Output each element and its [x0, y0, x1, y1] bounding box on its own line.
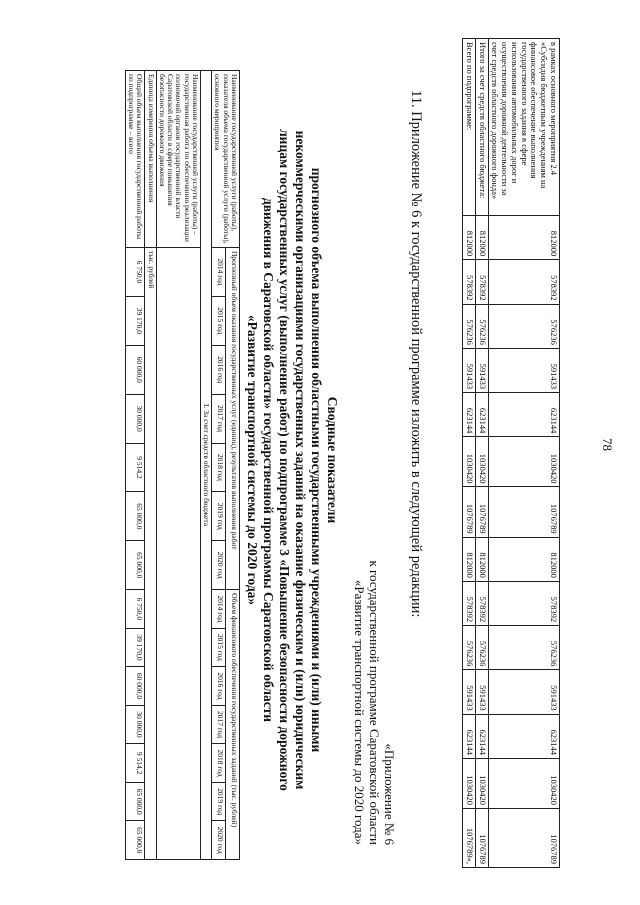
year-header: 2014 год: [212, 590, 226, 629]
table-cell: 9 514,2: [126, 744, 146, 783]
table-cell: 576236: [463, 304, 476, 348]
table-cell: 812000: [475, 216, 488, 260]
table-row: [463, 39, 476, 868]
heading-line: движения в Саратовской области» государственной программы Саратовской области: [261, 197, 276, 723]
year-header: 2019 год: [212, 492, 226, 541]
annex-line: к государственной программе Саратовской области: [367, 560, 382, 845]
year-header: 2016 год: [212, 667, 226, 706]
year-header: 2018 год: [212, 744, 226, 783]
table-cell: 1076789: [488, 809, 559, 868]
table-row: [126, 71, 146, 860]
table-cell: 578392: [475, 260, 488, 304]
page-number: 78: [600, 438, 615, 451]
section-row: I. За счет средств областного бюджета: [201, 71, 212, 860]
table-header-row: [226, 71, 240, 860]
table-cell: 576236: [488, 626, 559, 670]
table-cell: 6 750,0: [126, 248, 146, 297]
table-row: [488, 39, 559, 868]
row-label: Всего по подпрограмме:: [463, 39, 476, 216]
column-group-header: Объем финансового обеспечения государственных заданий (тыс. рублей): [226, 590, 240, 860]
table-cell: 1076789: [463, 487, 476, 537]
table-row: [156, 71, 200, 860]
table-cell: 1076789: [488, 487, 559, 537]
heading-line: лицам государственных услуг (выполнение работ) по подпрограмме 3 «Повышение безопасности дорожного: [277, 129, 292, 791]
annex-line: «Развитие транспортной системы до 2020 года»: [352, 579, 367, 845]
table-cell: 578392: [488, 581, 559, 625]
table-cell: 65 000,0: [126, 821, 146, 860]
row-label: в рамках основного мероприятия 2.4 «Субсидия бюджетным учреждениям на финансовое обеспечение выполнения государственного задания в сфере использования автомобильных дорог и осуществления дорожной деятельности за счет средств областного дорожного фонда»: [488, 39, 559, 216]
year-header: 2015 год: [212, 628, 226, 667]
table-cell: 812000: [488, 216, 559, 260]
year-header: 2017 год: [212, 394, 226, 443]
service-name: Наименование государственной услуги (работы) – государственная работа по обеспечению реализации полномочий органов государственной власти Саратовской области в сфере повышения безопасности дорожного движения: [156, 71, 200, 248]
heading-line: некоммерческими организациями государственных заданий на оказание физическим и (или) юридическим: [293, 130, 308, 790]
table-cell: 30 000,0: [126, 705, 146, 744]
table-cell: 576236: [463, 626, 476, 670]
table-cell: 591433: [463, 348, 476, 392]
table-cell: 812000: [463, 537, 476, 581]
column-group-header: Прогнозный объем оказания государственных услуг (единиц), результатов выполнения работ: [226, 248, 240, 590]
indicators-table: [125, 70, 240, 860]
column-header-name: Наименование государственной услуги (работы), показателя объема государственной услуги (работы), основного мероприятия: [212, 71, 240, 248]
table-row: [145, 71, 156, 860]
table-cell: 39 170,0: [126, 296, 146, 345]
heading-line: «Развитие транспортной системы до 2020 года»: [245, 314, 260, 606]
budget-table: [462, 38, 560, 868]
year-header: 2020 год: [212, 541, 226, 590]
table-row: [475, 39, 488, 868]
row-label: Итого за счет средств областного бюджета:: [475, 39, 488, 216]
year-header: 2020 год: [212, 821, 226, 860]
table-cell: 591433: [488, 670, 559, 714]
table-cell: 65 000,0: [126, 782, 146, 821]
table-cell: 591433: [475, 670, 488, 714]
table-cell: 623144: [475, 393, 488, 437]
table-cell: 623144: [463, 714, 476, 758]
table-cell: 578392: [463, 581, 476, 625]
table-cell: 578392: [463, 260, 476, 304]
table-cell: 591433: [475, 348, 488, 392]
heading-title: Сводные показатели: [325, 396, 340, 524]
empty-cell: [156, 248, 200, 860]
unit-label: Единица измерения объема выполнения: [145, 71, 156, 248]
table-cell: 812000: [463, 216, 476, 260]
year-header: 2017 год: [212, 705, 226, 744]
table-cell: 623144: [463, 393, 476, 437]
table-cell: 1076789: [475, 809, 488, 868]
document-heading: [244, 60, 340, 860]
unit-value: тыс. рублей: [145, 248, 156, 860]
table-cell: 812000: [475, 537, 488, 581]
table-cell: 65 000,0: [126, 492, 146, 541]
table-cell: 1030420: [475, 437, 488, 487]
table-cell: 60 000,0: [126, 667, 146, 706]
table-cell: 591433: [463, 670, 476, 714]
table-cell: 6 750,0: [126, 590, 146, 629]
table-cell: 576236: [475, 304, 488, 348]
table-cell: 576236: [488, 304, 559, 348]
table-cell: 30 000,0: [126, 394, 146, 443]
year-header: 2015 год: [212, 296, 226, 345]
table-cell: 60 000,0: [126, 345, 146, 394]
table-cell: 1030420: [463, 437, 476, 487]
table-cell: 578392: [488, 260, 559, 304]
table-cell: 623144: [488, 393, 559, 437]
table-cell: 812000: [488, 537, 559, 581]
table-cell: 623144: [488, 714, 559, 758]
table-cell: 39 170,0: [126, 628, 146, 667]
total-label: Общий объем выполнения государственной работы по подпрограмме – всего: [126, 71, 146, 248]
table-cell: 1030420: [475, 758, 488, 808]
annex-line: «Приложение № 6: [382, 743, 397, 845]
table-row: [201, 71, 212, 860]
table-cell: 1076789»,: [463, 809, 476, 868]
year-header: 2014 год: [212, 248, 226, 297]
table-cell: 1076789: [475, 487, 488, 537]
year-header: 2018 год: [212, 443, 226, 492]
table-cell: 576236: [475, 626, 488, 670]
table-cell: 9 514,2: [126, 443, 146, 492]
section-note: 11. Приложение № 6 к государственной программе изложить в следующей редакции:: [408, 90, 424, 618]
year-header: 2019 год: [212, 782, 226, 821]
heading-line: прогнозного объема выполнения областными государственными учреждениями и (или) иными: [309, 167, 324, 753]
annex-reference: [352, 560, 397, 845]
table-cell: 578392: [475, 581, 488, 625]
table-cell: 1030420: [488, 758, 559, 808]
year-header: 2016 год: [212, 345, 226, 394]
table-cell: 591433: [488, 348, 559, 392]
table-cell: 1030420: [488, 437, 559, 487]
table-cell: 1030420: [463, 758, 476, 808]
table-cell: 65 000,0: [126, 541, 146, 590]
table-cell: 623144: [475, 714, 488, 758]
